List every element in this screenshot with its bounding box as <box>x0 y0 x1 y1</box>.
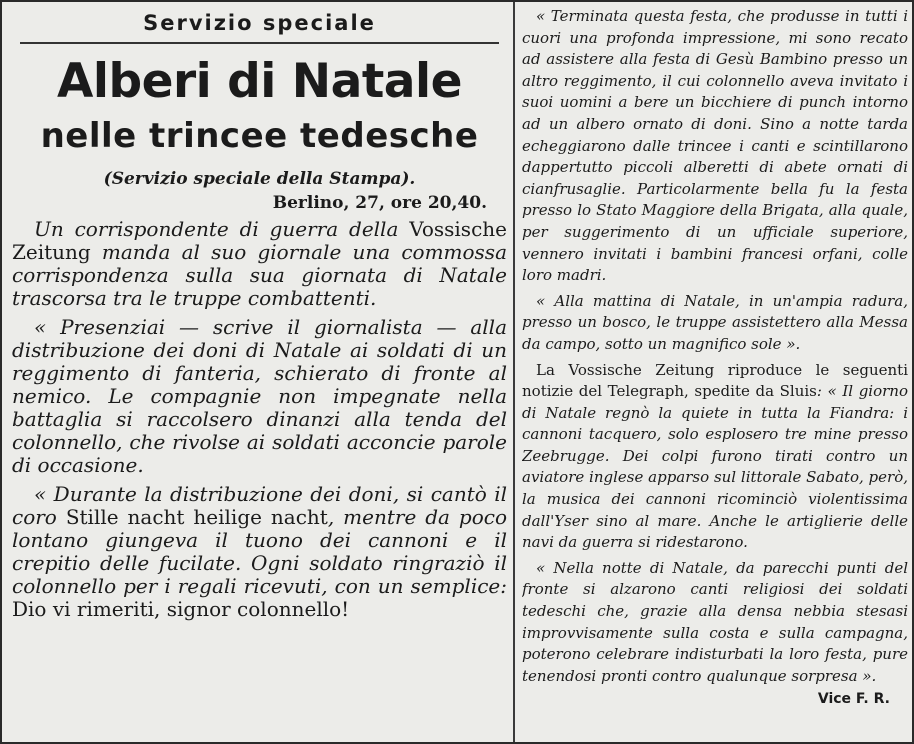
right-paragraph-1: « Terminata questa festa, che produsse in tutti i cuori una profonda impressione, mi sono recato ad assistere alla festa di Gesù Bambino presso un altro reggimento, il cui colonnello aveva invitato i suoi uomini a bere un bicchiere di punch intorno ad un albero ornato di doni. Sino a notte tarda echeggiarono dalle trincee i canti e scintillarono dappertutto piccoli alberetti di abete ornati di cianfrusaglie. Particolarmente bella fu la festa presso lo Stato Maggiore della Brigata, alla quale, per suggerimento di un ufficiale superiore, vennero invitati i bambini francesi orfani, colle loro madri. <box>522 7 908 285</box>
paragraph-2-middle: , mentre da poco lontano giungeva il tuono dei cannoni e il crepitio delle fucilate. Ogni soldato ringraziò il colonnello per i regali ricevuti, con un semplice: <box>12 505 507 598</box>
right-paragraph-3 <box>522 360 908 554</box>
lead-text-start: Un corrispondente di guerra della <box>34 217 410 241</box>
subheadline: nelle trincee tedesche <box>40 116 479 156</box>
publication-name: Vossische Zeitung <box>12 217 507 264</box>
kicker-rule <box>20 42 499 44</box>
signature: Vice F. R. <box>817 691 890 708</box>
lead-paragraph <box>12 218 507 310</box>
left-column <box>12 6 507 742</box>
section-kicker: Servizio speciale <box>143 11 376 35</box>
right-paragraph-4: « Nella notte di Natale, da parecchi punti del fronte si alzarono canti religiosi dei soldati tedeschi che, grazie alla densa nebbia stesasi improvvisamente sulla costa e sulla campagna, poterono celebrare indisturbati la loro festa, pure tenendosi pronti contro qualunque sorpresa ». <box>522 558 908 685</box>
body-paragraph-2 <box>12 483 507 621</box>
byline: (Servizio speciale della Stampa). <box>103 169 416 189</box>
lead-text-end: manda al suo giornale una commossa corrispondenza sulla sua giornata di Natale trascorsa tra le truppe combattenti. <box>12 240 507 310</box>
paragraph-3-lead: La Vossische Zeitung riproduce le seguenti notizie del Telegraph, spedite da Sluis <box>522 360 908 401</box>
body-paragraph-1: « Presenziai — scrive il giornalista — alla distribuzione dei doni di Natale ai soldati di un reggimento di fanteria, schierato di fronte al nemico. Le compagnie non impegnate nella battaglia si raccolsero dinanzi alla tenda del colonnello, che rivolse ai soldati acconcie parole di occasione. <box>12 315 507 477</box>
dateline: Berlino, 27, ore 20,40. <box>272 193 487 213</box>
right-paragraph-2: « Alla mattina di Natale, in un'ampia radura, presso un bosco, le truppe assistettero alla Messa da campo, sotto un magnifico sole ». <box>522 291 908 353</box>
paragraph-3-quote: : « Il giorno di Natale regnò la quiete in tutta la Fiandra: i cannoni tacquero, solo esplosero tre mine presso Zeebrugge. Dei colpi furono tirati contro un aviatore inglese apparso sul littorale Sabato, però, la musica dei cannoni ricominciò violentissima dall'Yser sino al mare. Anche le artiglierie delle navi da guerra si ridestarono. <box>522 382 908 552</box>
headline: Alberi di Natale <box>57 54 462 109</box>
closing-quote: Dio vi rimeriti, signor colonnello! <box>12 597 350 621</box>
column-divider <box>513 2 515 744</box>
right-column <box>522 6 908 742</box>
song-title: Stille nacht heilige nacht <box>65 505 328 529</box>
paragraph-2-start: « Durante la distribuzione dei doni, si cantò il coro <box>12 482 507 529</box>
